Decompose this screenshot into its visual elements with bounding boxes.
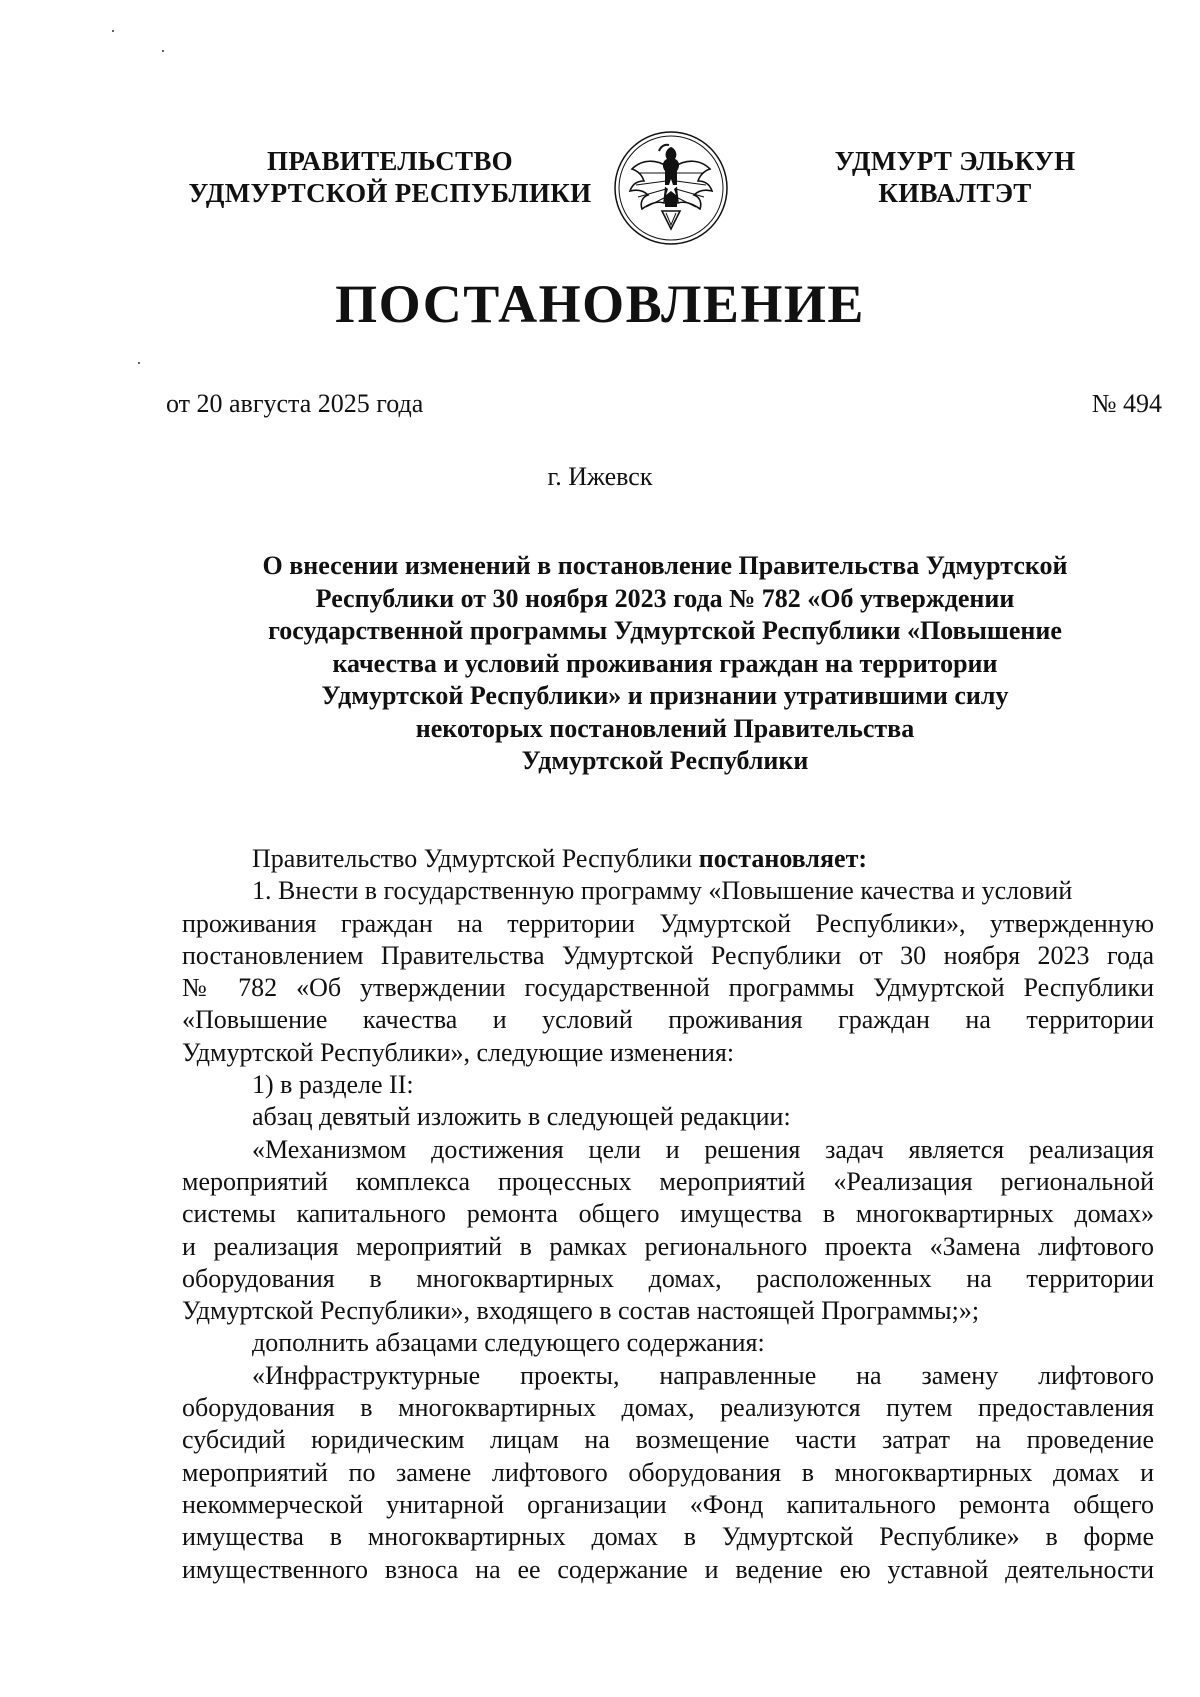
subject-line: качества и условий проживания граждан на территории [332, 648, 998, 678]
body-line: дополнить абзацами следующего содержания: [252, 1328, 765, 1358]
body-line: субсидий юридическим лицам на возмещение части затрат на проведение [182, 1425, 1154, 1455]
document-number: № 494 [1091, 389, 1162, 418]
udmurt-coat-of-arms-icon [612, 129, 730, 247]
intro-text: Правительство Удмуртской Республики [252, 844, 699, 873]
document-type-title: ПОСТАНОВЛЕНИЕ [335, 274, 865, 334]
body-line: оборудования в многоквартирных домах, реализуются путем предоставления [182, 1393, 1154, 1423]
government-name-udmurt [805, 145, 1105, 209]
date-number-line [166, 388, 1162, 420]
body-line: абзац девятый изложить в следующей редакции: [252, 1102, 791, 1132]
org-udm-line-2: КИВАЛТЭТ [878, 178, 1032, 208]
scan-speck [112, 30, 114, 32]
body-line: Удмуртской Республики», следующие изменения: [182, 1037, 735, 1067]
org-ru-line-2: УДМУРТСКОЙ РЕСПУБЛИКИ [188, 178, 592, 208]
body-line: имущества в многоквартирных домах в Удмуртской Республике» в форме [182, 1522, 1154, 1552]
body-line: проживания граждан на территории Удмуртской Республики», утвержденную [182, 908, 1154, 938]
body-intro [182, 843, 1154, 875]
document-subject [200, 550, 1130, 778]
body-line: «Инфраструктурные проекты, направленные на замену лифтового [252, 1360, 1154, 1390]
document-city: г. Ижевск [547, 462, 653, 491]
subject-line: Удмуртской Республики [521, 746, 809, 775]
org-ru-line-1: ПРАВИТЕЛЬСТВО [267, 146, 513, 176]
scan-speck [162, 50, 164, 52]
subject-line: Удмуртской Республики» и признании утратившими силу [321, 681, 1009, 710]
body-line: «Механизмом достижения цели и решения задач является реализация [252, 1134, 1154, 1164]
body-line: мероприятий по замене лифтового оборудования в многоквартирных домах и [182, 1457, 1154, 1487]
body-line: 1) в разделе II: [252, 1070, 414, 1100]
body-line: системы капитального ремонта общего имущества в многоквартирных домах» [182, 1199, 1154, 1229]
subject-line: Республики от 30 ноября 2023 года № 782 «Об утверждении [315, 583, 1015, 613]
document-date: от 20 августа 2025 года [166, 389, 424, 418]
subject-line: некоторых постановлений Правительства [415, 713, 915, 743]
scan-speck [138, 362, 140, 364]
government-name-russian [170, 145, 610, 209]
body-line: мероприятий комплекса процессных мероприятий «Реализация региональной [182, 1166, 1154, 1196]
subject-line: О внесении изменений в постановление Правительства Удмуртской [262, 551, 1068, 580]
document-body [182, 843, 1154, 1586]
body-line: оборудования в многоквартирных домах, расположенных на территории [182, 1263, 1154, 1293]
subject-line: государственной программы Удмуртской Республики «Повышение [268, 616, 1062, 645]
org-udm-line-1: УДМУРТ ЭЛЬКУН [834, 146, 1076, 176]
body-line: некоммерческой унитарной организации «Фонд капитального ремонта общего [182, 1489, 1154, 1519]
body-line: Удмуртской Республики», входящего в состав настоящей Программы;»; [182, 1296, 980, 1326]
body-line: 1. Внести в государственную программу «Повышение качества и условий [252, 876, 1073, 906]
intro-decree-word: постановляет: [698, 844, 867, 873]
body-line: и реализация мероприятий в рамках регионального проекта «Замена лифтового [182, 1231, 1154, 1261]
body-line: постановлением Правительства Удмуртской Республики от 30 ноября 2023 года [182, 940, 1154, 970]
body-line: имущественного взноса на ее содержание и ведение ею уставной деятельности [182, 1554, 1154, 1584]
body-line: «Повышение качества и условий проживания граждан на территории [182, 1005, 1154, 1035]
body-line: № 782 «Об утверждении государственной программы Удмуртской Республики [182, 973, 1154, 1003]
